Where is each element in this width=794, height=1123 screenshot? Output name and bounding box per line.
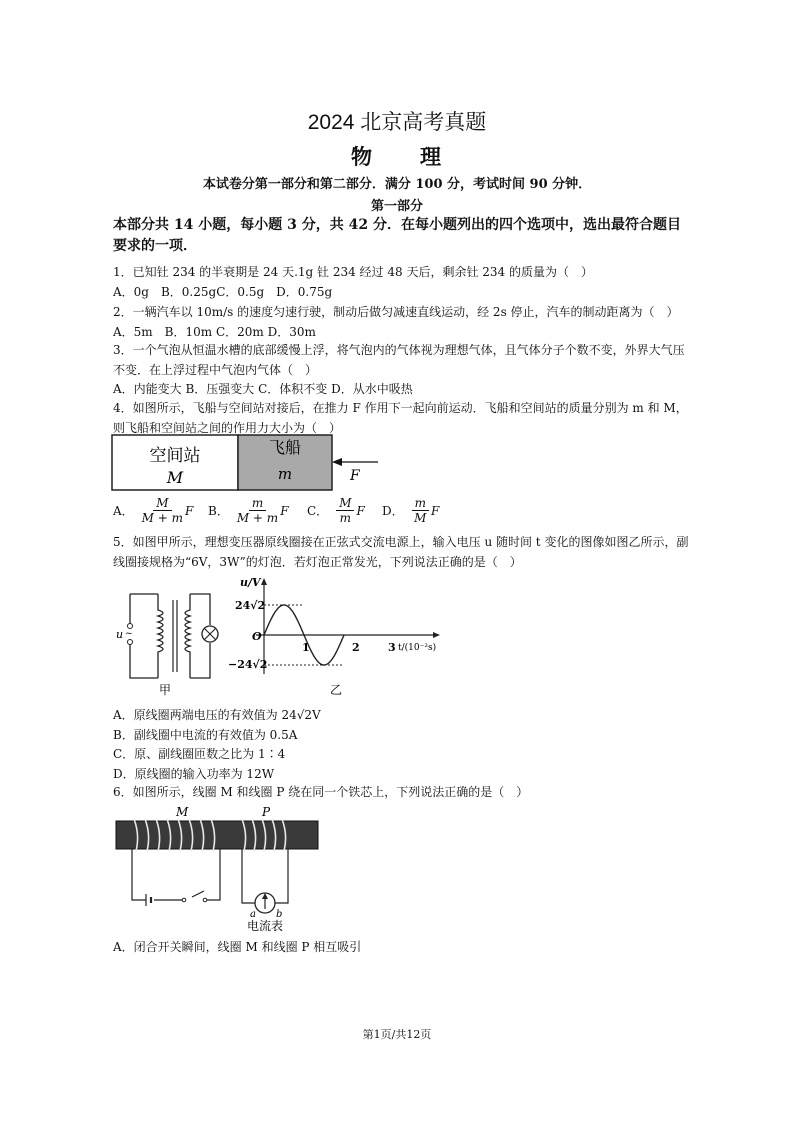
question-5-option-b: B．副线圈中电流的有效值为 0.5A <box>113 728 298 742</box>
question-6-option-a: A．闭合开关瞬间，线圈 M 和线圈 P 相互吸引 <box>113 940 362 954</box>
q4-option-b-denominator: M + m <box>236 511 279 525</box>
q4-option-c-var: F <box>356 503 365 518</box>
part-title: 第一部分 <box>370 199 423 214</box>
q5-transformer-figure <box>110 580 230 700</box>
q4-option-a-label: A． <box>113 504 134 518</box>
q4-option-d-label: D． <box>382 504 404 518</box>
primary-coil <box>158 594 163 678</box>
question-3-options: A．内能变大 B．压强变大 C．体积不变 D．从水中吸热 <box>113 382 413 396</box>
spaceship-mass: m <box>277 465 293 483</box>
q4-option-b-label: B． <box>208 504 229 518</box>
question-5-option-a: A．原线圈两端电压的有效值为 24√2V <box>113 708 321 722</box>
question-5-option-c: C．原、副线圈匝数之比为 1∶4 <box>113 747 286 761</box>
part-intro: 本部分共 14 小题，每小题 3 分，共 42 分．在每小题列出的四个选项中，选出最符合题目要求的一项． <box>113 217 681 254</box>
question-2-stem: 2．一辆汽车以 10m/s 的速度匀速行驶，制动后做匀减速直线运动，经 2s 停止，汽车的制动距离为（ ） <box>113 305 679 319</box>
y-axis-label: u/V <box>240 576 261 589</box>
x-tick-1: 1 <box>302 641 310 654</box>
question-4-stem: 4．如图所示，飞船与空间站对接后，在推力 F 作用下一起向前运动．飞船和空间站的质量分别为 m 和 M，则飞船和空间站之间的作用力大小为（ ） <box>113 401 688 435</box>
space-station-label: 空间站 <box>149 446 201 466</box>
q4-option-a <box>113 496 193 525</box>
force-arrow-head <box>332 458 342 466</box>
question-6-stem: 6．如图所示，线圈 M 和线圈 P 绕在同一个铁芯上，下列说法正确的是（ ） <box>113 785 529 799</box>
q4-option-d-var: F <box>431 503 440 518</box>
question-1-options: A．0g B．0.25gC．0.5g D．0.75g <box>113 285 333 299</box>
q4-option-b <box>208 496 289 525</box>
svg-text:~: ~ <box>125 629 133 639</box>
q4-option-c <box>307 496 365 525</box>
source-label: u <box>116 628 124 641</box>
question-2-options: A．5m B．10m C．20m D．30m <box>113 325 316 339</box>
q4-option-d-fraction <box>412 496 429 525</box>
q4-option-d-numerator: m <box>412 496 429 511</box>
q4-option-a-denominator: M + m <box>141 511 184 525</box>
x-tick-3: 3 <box>388 641 396 654</box>
q4-option-a-numerator: M <box>153 496 171 511</box>
exam-notice: 本试卷分第一部分和第二部分．满分 100 分，考试时间 90 分钟． <box>202 177 592 192</box>
origin-label: O <box>252 630 262 643</box>
y-min-label: −24√2 <box>228 658 268 671</box>
q4-option-c-fraction <box>336 496 354 525</box>
source-terminal-top <box>128 624 133 629</box>
terminal-a-label: a <box>250 909 256 920</box>
figure-jia-caption: 甲 <box>158 683 172 697</box>
q4-option-c-denominator: m <box>339 511 352 525</box>
spaceship-label: 飞船 <box>268 438 302 457</box>
q4-figure <box>110 433 385 493</box>
source-terminal-bottom <box>128 640 133 645</box>
q4-option-a-var: F <box>185 503 194 518</box>
coil-p-label: P <box>262 805 271 819</box>
question-5-stem: 5．如图甲所示，理想变压器原线圈接在正弦式交流电源上，输入电压 u 随时间 t 变化的图像如图乙所示，副线圈接规格为“6V，3W”的灯泡．若灯泡正常发光，下列说法正确的是（ ） <box>113 535 689 569</box>
terminal-b-label: b <box>276 909 283 920</box>
q4-option-a-fraction <box>142 496 183 525</box>
figure-yi-caption: 乙 <box>329 683 343 697</box>
coil-m-label: M <box>176 805 189 819</box>
q4-option-b-var: F <box>280 503 289 518</box>
x-tick-2: 2 <box>352 641 360 654</box>
question-5-option-d: D．原线圈的输入功率为 12W <box>113 767 275 781</box>
q4-option-c-label: C． <box>307 504 329 518</box>
q4-option-b-fraction <box>237 496 278 525</box>
q6-figure <box>112 805 322 935</box>
switch-icon <box>182 898 186 902</box>
q4-option-d-denominator: M <box>414 511 427 525</box>
question-3-stem: 3．一个气泡从恒温水槽的底部缓慢上浮，将气泡内的气体视为理想气体，且气体分子个数不变，外界大气压不变．在上浮过程中气泡内气体（ ） <box>113 343 685 377</box>
subject-title: 物 理 <box>351 144 443 169</box>
q4-option-b-numerator: m <box>249 496 266 511</box>
force-label: F <box>350 468 360 484</box>
space-station-mass: M <box>166 468 184 487</box>
y-max-label: 24√2 <box>235 599 266 612</box>
question-1-stem: 1．已知钍 234 的半衰期是 24 天.1g 钍 234 经过 48 天后，剩余钍 234 的质量为（ ） <box>113 265 593 279</box>
x-axis-label: t/(10⁻²s) <box>398 643 437 653</box>
secondary-coil <box>185 594 190 678</box>
q5-voltage-chart <box>228 572 458 702</box>
q4-option-d <box>382 496 439 525</box>
q4-option-c-numerator: M <box>336 496 354 511</box>
coil-m-circuit <box>132 849 220 900</box>
page-title: 2024 北京高考真题 <box>307 111 487 134</box>
page-number: 第1页/共12页 <box>362 1028 432 1041</box>
ammeter-label: 电流表 <box>246 919 284 933</box>
